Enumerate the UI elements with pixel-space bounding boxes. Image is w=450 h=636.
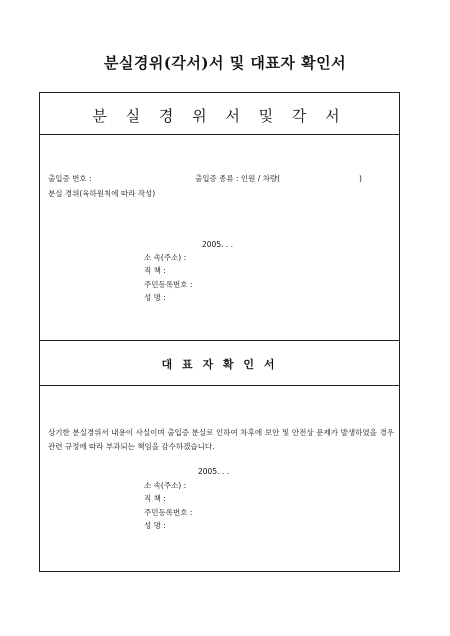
affiliation-field: 소 속(주소) : bbox=[144, 481, 187, 490]
pass-type-close: ) bbox=[359, 174, 362, 183]
affiliation-field: 소 속(주소) : bbox=[144, 253, 187, 262]
position-field: 직 책 : bbox=[144, 494, 166, 504]
position-field: 직 책 : bbox=[144, 266, 166, 276]
resident-number-field: 주민등록번호 : bbox=[144, 279, 193, 289]
section-divider bbox=[40, 340, 399, 341]
loss-details-label: 분실 경위(육하원칙에 따라 작성) bbox=[48, 189, 156, 198]
heading2-divider bbox=[40, 385, 399, 386]
pass-number-label: 출입증 번호 : bbox=[48, 174, 92, 183]
heading-divider bbox=[40, 134, 399, 135]
representative-confirmation-heading: 대 표 자 확 인 서 bbox=[161, 358, 278, 371]
pass-type-label: 출입증 종류 : 인원 / 차량( bbox=[195, 174, 281, 183]
section1-signature-fields bbox=[144, 251, 192, 304]
name-field: 성 명 : bbox=[144, 520, 166, 530]
section2-date: 2005. . . bbox=[198, 467, 230, 476]
section2-signature-fields bbox=[144, 479, 192, 532]
section1-date: 2005. . . bbox=[202, 240, 234, 249]
resident-number-field: 주민등록번호 : bbox=[144, 507, 193, 517]
loss-statement-heading: 분 실 경 위 서 및 각 서 bbox=[92, 107, 347, 125]
confirmation-statement: 상기한 분실경위서 내용이 사실이며 출입증 분실로 인하여 차후에 보안 및 안전상 문제가 발생하였을 경우 관련 규정에 따라 부과되는 책임을 감수하겠습니다. bbox=[48, 428, 394, 451]
form-frame bbox=[39, 92, 400, 572]
document-title: 분실경위(각서)서 및 대표자 확인서 bbox=[103, 54, 347, 72]
name-field: 성 명 : bbox=[144, 292, 166, 302]
